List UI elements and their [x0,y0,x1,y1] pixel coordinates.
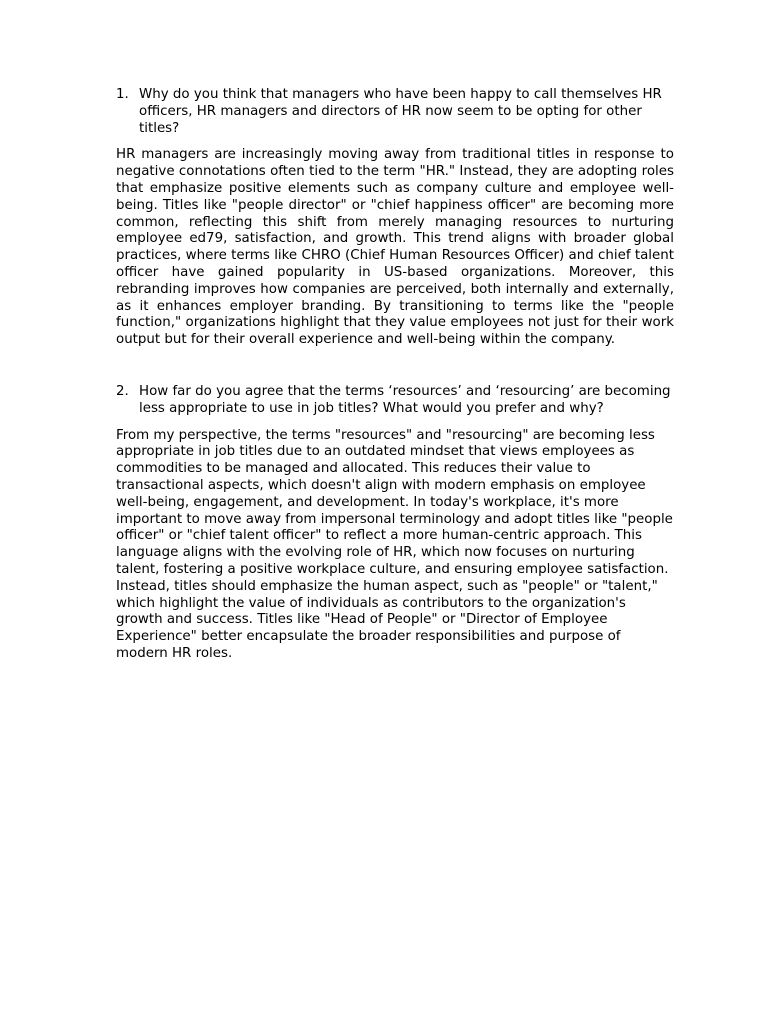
question-1 [116,87,674,137]
answer-2: From my perspective, the terms "resources" and "resourcing" are becoming less appropriate in job titles due to an outdated mindset that views employees as commodities to be managed and allocated. This reduces their value to transactional aspects, which doesn't align with modern emphasis on employee well-being, engagement, and development. In today's workplace, it's more important to move away from impersonal terminology and adopt titles like "people officer" or "chief talent officer" to reflect a more human-centric approach. This language aligns with the evolving role of HR, which now focuses on nurturing talent, fostering a positive workplace culture, and ensuring employee satisfaction. Instead, titles should emphasize the human aspect, such as "people" or "talent," which highlight the value of individuals as contributors to the organization's growth and success. Titles like "Head of People" or "Director of Employee Experience" better encapsulate the broader responsibilities and purpose of modern HR roles. [116,427,673,661]
document-page [116,87,674,663]
question-2-text: How far do you agree that the terms ‘resources’ and ‘resourcing’ are becoming less appropriate to use in job titles? What would you prefer and why? [139,383,671,416]
answer-1: HR managers are increasingly moving away from traditional titles in response to negative connotations often tied to the term "HR." Instead, they are adopting roles that emphasize positive elements such as company culture and employee well-being. Titles like "people director" or "chief happiness officer" are becoming more common, reflecting this shift from merely managing resources to nurturing employee ed79, satisfaction, and growth. This trend aligns with broader global practices, where terms like CHRO (Chief Human Resources Officer) and chief talent officer have gained popularity in US-based organizations. Moreover, this rebranding improves how companies are perceived, both internally and externally, as it enhances employer branding. By transitioning to terms like the "people function," organizations highlight that they value employees not just for their work output but for their overall experience and well-being within the company. [116,147,674,348]
question-2-number: 2. [116,383,129,399]
question-1-text: Why do you think that managers who have been happy to call themselves HR officers, HR managers and directors of HR now seem to be opting for other titles? [139,87,662,136]
question-1-number: 1. [116,87,129,102]
question-2 [116,384,674,418]
